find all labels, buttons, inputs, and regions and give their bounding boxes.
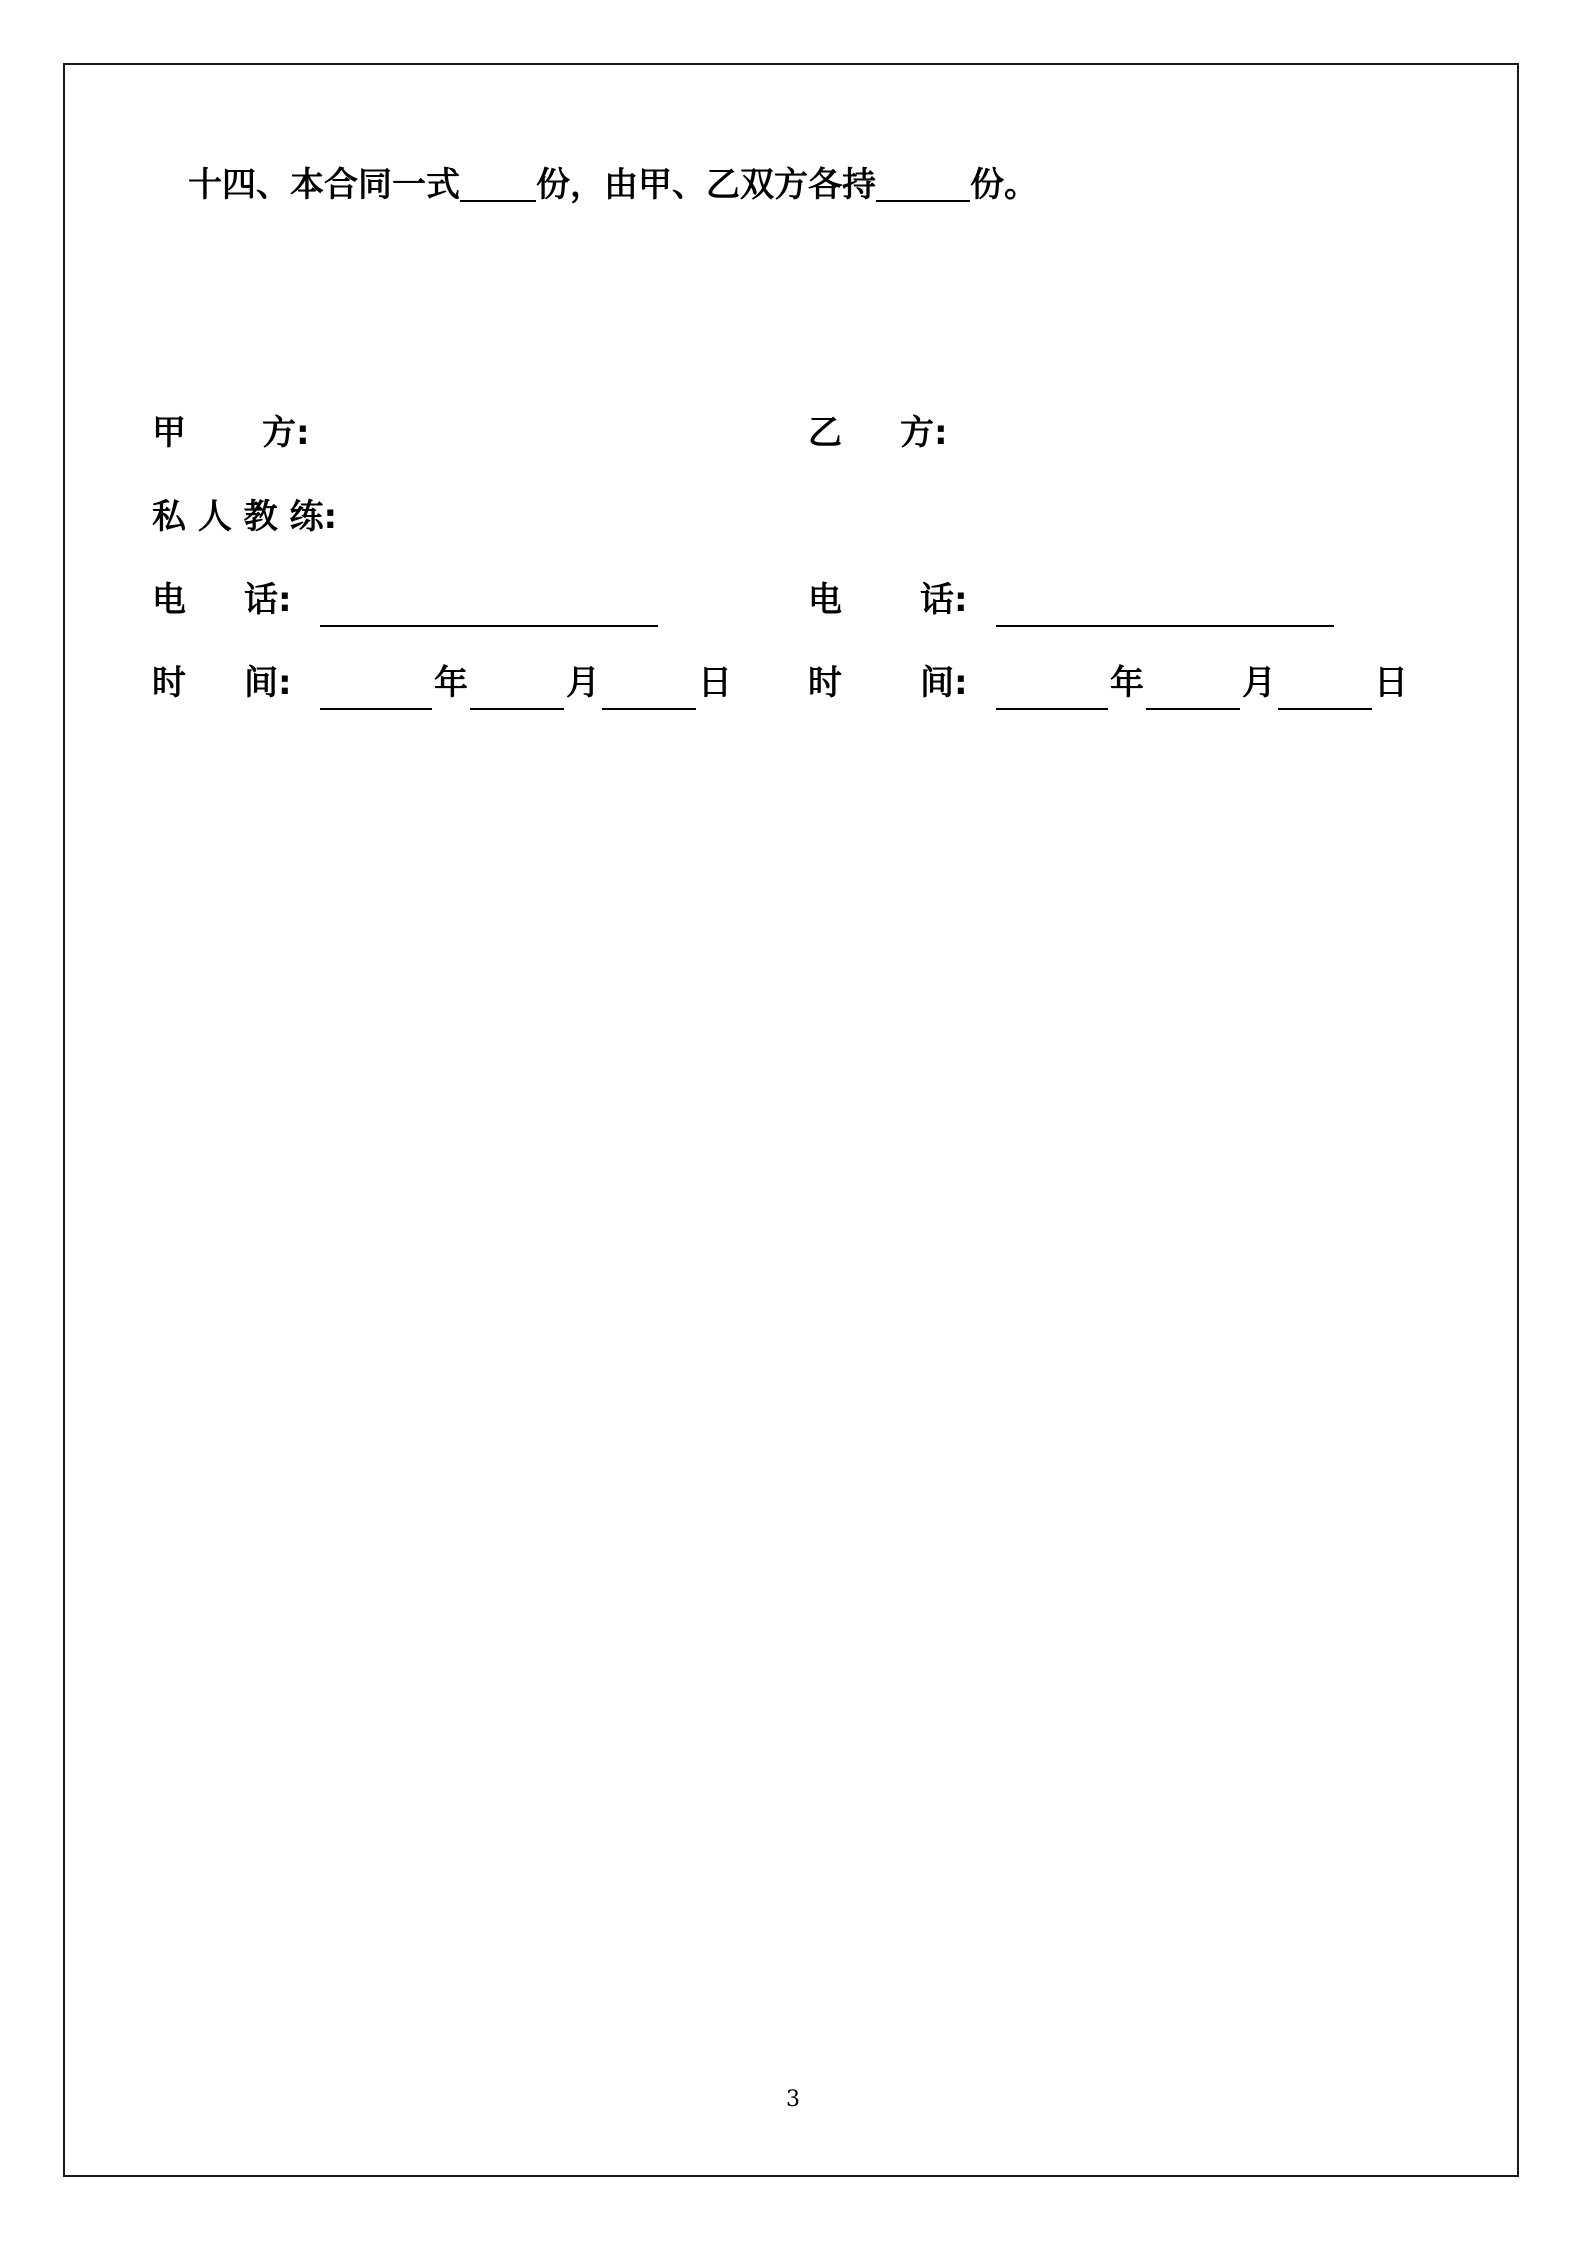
copies-total-blank[interactable] (460, 166, 536, 202)
party-b-date-label-2: 间: (920, 663, 968, 703)
party-a-month-label: 月 (566, 663, 600, 703)
party-b-month-label: 月 (1242, 663, 1276, 703)
party-b-phone-blank[interactable] (996, 625, 1334, 627)
party-b-day-blank[interactable] (1278, 708, 1372, 710)
trainer-label: 私 人 教 练: (152, 497, 338, 537)
party-a-year-blank[interactable] (320, 708, 432, 710)
party-b-day-label: 日 (1374, 663, 1408, 703)
clause-text-part3: 份。 (970, 165, 1038, 205)
page-number: 3 (786, 2087, 800, 2112)
party-a-day-label: 日 (698, 663, 732, 703)
copies-each-blank[interactable] (876, 166, 970, 202)
party-b-year-blank[interactable] (996, 708, 1108, 710)
party-a-label-fang: 方: (262, 413, 310, 453)
party-b-month-blank[interactable] (1146, 708, 1240, 710)
page-border (63, 63, 1519, 2177)
party-b-label-yi: 乙 (808, 413, 842, 453)
party-a-date-label-1: 时 (152, 663, 186, 703)
party-b-date-label-1: 时 (808, 663, 842, 703)
party-a-year-label: 年 (434, 663, 468, 703)
party-a-phone-label-1: 电 (152, 580, 186, 620)
clause-text-part1: 十四、本合同一式 (188, 165, 460, 205)
party-a-day-blank[interactable] (602, 708, 696, 710)
party-b-year-label: 年 (1110, 663, 1144, 703)
clause-text-part2: 份，由甲、乙双方各持 (536, 165, 876, 205)
party-a-month-blank[interactable] (470, 708, 564, 710)
clause-14 (188, 160, 1038, 210)
party-b-label-fang: 方: (900, 413, 948, 453)
party-a-phone-label-2: 话: (244, 580, 292, 620)
party-b-phone-label-2: 话: (920, 580, 968, 620)
party-a-date-label-2: 间: (244, 663, 292, 703)
party-a-label-jia: 甲 (152, 413, 186, 453)
party-b-phone-label-1: 电 (808, 580, 842, 620)
party-a-phone-blank[interactable] (320, 625, 658, 627)
